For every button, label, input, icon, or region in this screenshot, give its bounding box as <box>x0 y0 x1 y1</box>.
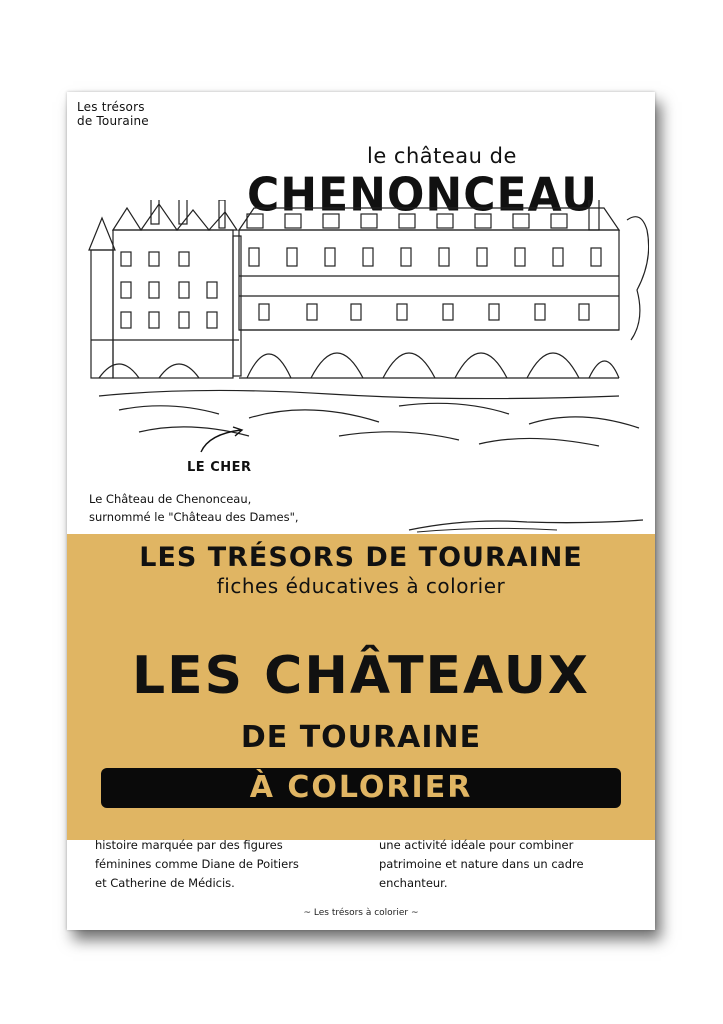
description-text <box>89 490 349 526</box>
bottom-left-line-2: féminines comme Diane de Poitiers <box>95 857 299 871</box>
river-arrow-icon <box>197 426 247 456</box>
page-footer: ~ Les trésors à colorier ~ <box>303 908 419 918</box>
banner-title: LES CHÂTEAUX <box>131 646 591 706</box>
bottom-right-text <box>379 836 649 893</box>
bottom-right-line-3: enchanteur. <box>379 876 448 890</box>
boat-illustration <box>407 516 647 536</box>
brand-line-2: de Touraine <box>77 114 149 128</box>
coloring-page <box>67 92 655 930</box>
banner-title-secondary: DE TOURAINE <box>240 720 482 755</box>
description-line-2: surnommé le "Château des Dames", <box>89 510 299 524</box>
bottom-left-line-1: histoire marquée par des figures <box>95 838 283 852</box>
banner-heading: LES TRÉSORS DE TOURAINE <box>139 542 583 573</box>
bottom-right-line-2: patrimoine et nature dans un cadre <box>379 857 584 871</box>
brand-line-1: Les trésors <box>77 100 145 114</box>
page-subtitle: le château de <box>367 144 517 168</box>
banner-bar-label: À COLORIER <box>249 770 473 805</box>
page-title: CHENONCEAU <box>247 168 598 223</box>
bottom-left-line-3: et Catherine de Médicis. <box>95 876 235 890</box>
description-line-1: Le Château de Chenonceau, <box>89 492 252 506</box>
bottom-right-line-1: une activité idéale pour combiner <box>379 838 574 852</box>
banner-bar <box>101 768 621 808</box>
brand-label <box>77 100 149 128</box>
river-label: LE CHER <box>187 460 252 475</box>
bottom-left-text <box>95 836 355 893</box>
castle-illustration <box>79 200 649 450</box>
banner-subheading: fiches éducatives à colorier <box>216 574 506 598</box>
promo-banner <box>67 534 655 840</box>
